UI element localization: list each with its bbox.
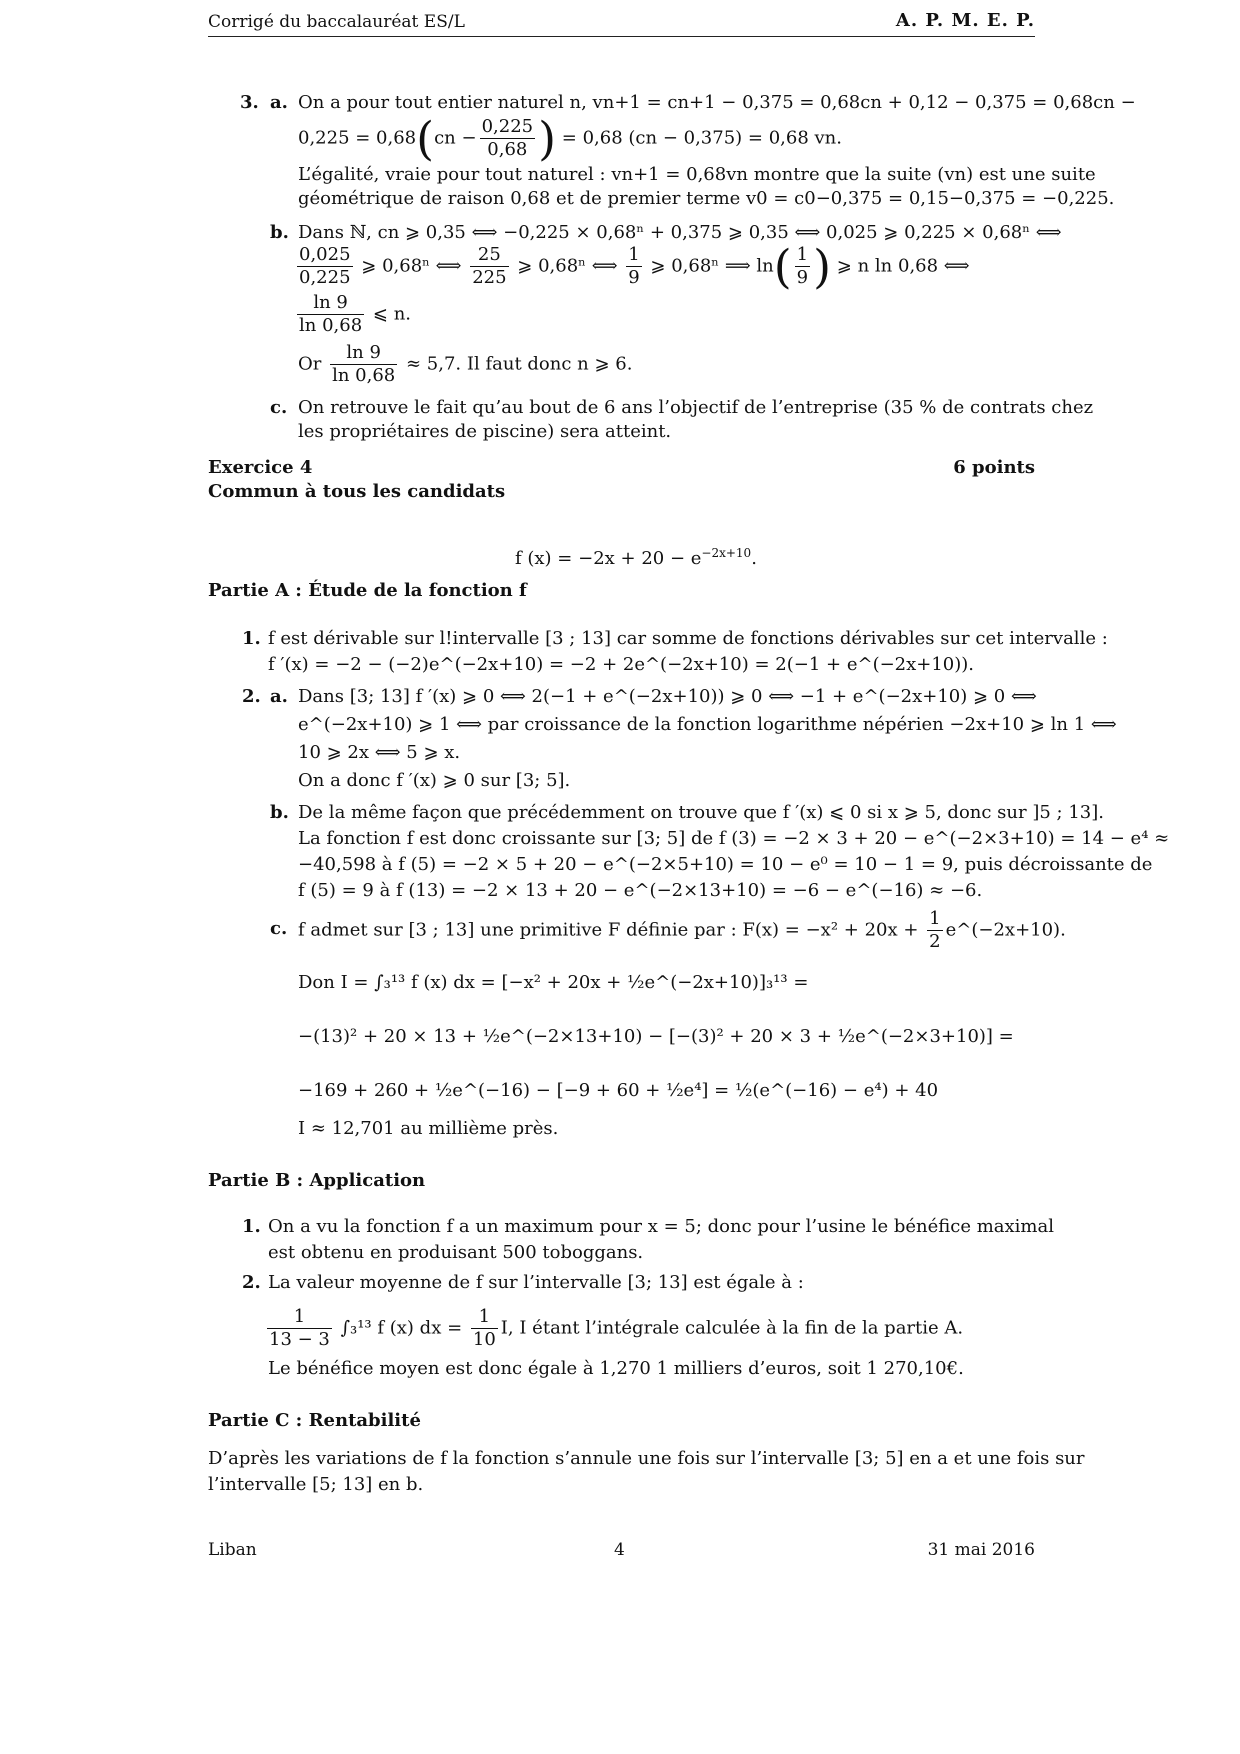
partA-2c-line1 [298,908,1066,953]
partB-2-line3: Le bénéfice moyen est donc égale à 1,270 1 milliers d’euros, soit 1 270,10€. [268,1358,964,1379]
partA-2c-line2: Don I = ∫₃¹³ f (x) dx = [−x² + 20x + ½e^(−2x+10)]₃¹³ = [298,972,809,993]
ex3-a-line2-end: = 0,68 (cn − 0,375) = 0,68 vn. [561,127,842,149]
partB-1-line2: est obtenu en produisant 500 toboggans. [268,1242,644,1263]
fraction-denominator: 0,68 [487,139,528,160]
fraction-numerator: 0,225 [481,116,534,137]
partA-2a-line2: e^(−2x+10) ⩾ 1 ⟺ par croissance de la fonction logarithme népérien −2x+10 ⩾ ln 1 ⟺ [298,714,1117,735]
ex3-a-line4: géométrique de raison 0,68 et de premier terme v0 = c0−0,375 = 0,15−0,375 = −0,225. [298,188,1115,209]
partA-2b-line4: f (5) = 9 à f (13) = −2 × 13 + 20 − e^(−2×13+10) = −6 − e^(−16) ≈ −6. [298,880,983,901]
fraction-numerator: ln 9 [330,342,397,365]
item-number-2: 2. [242,686,261,707]
sub-label-b: b. [270,802,289,823]
part-c-heading: Partie C : Rentabilité [208,1410,421,1431]
fraction-denominator: 10 [472,1329,496,1350]
partB-2-line2 [264,1306,963,1351]
exercise-points: 6 points [953,457,1035,478]
partA-2a-line4: On a donc f ′(x) ⩾ 0 sur [3; 5]. [298,770,571,791]
partA-2b-line3: −40,598 à f (5) = −2 × 5 + 20 − e^(−2×5+10) = 10 − e⁰ = 10 − 1 = 9, puis décroissante de [298,854,1153,875]
primitive-text: f admet sur [3 ; 13] une primitive F définie par : F(x) = −x² + 20x + [298,919,919,941]
partA-2a-line3: 10 ⩾ 2x ⟺ 5 ⩾ x. [298,742,461,763]
footer-page-number: 4 [614,1540,625,1560]
fraction-denominator: 9 [628,267,640,288]
footer-left: Liban [208,1540,257,1560]
partB-1-line1: On a vu la fonction f a un maximum pour x = 5; donc pour l’usine le bénéfice maximal [268,1216,1054,1237]
ex3-a-line3: L’égalité, vraie pour tout naturel : vn+1 = 0,68vn montre que la suite (vn) est une suite [298,164,1096,185]
partA-2c-line4: −169 + 260 + ½e^(−16) − [−9 + 60 + ½e⁴] = ½(e^(−16) − e⁴) + 40 [298,1080,939,1101]
header-right: A. P. M. E. P. [895,10,1035,31]
inequality-text: ⩾ 0,68ⁿ ⟺ [517,255,618,277]
sub-label-a: a. [270,92,288,113]
or-text: Or [298,353,322,375]
sub-label-c: c. [270,397,288,418]
partC-line1: D’après les variations de f la fonction s’annule une fois sur l’intervalle [3; 5] en a et une fois sur [208,1448,1085,1469]
item-number-3: 3. [240,92,259,113]
partC-line2: l’intervalle [5; 13] en b. [208,1474,424,1495]
fraction-denominator: 13 − 3 [269,1329,330,1350]
item-number-1: 1. [242,1216,261,1237]
formula-exponent: −2x+10 [701,546,752,560]
fraction-denominator: 225 [472,267,507,288]
fraction-denominator: ln 0,68 [299,315,363,336]
ex3-a-line2-start: 0,225 = 0,68 [298,127,417,149]
fraction-numerator: 1 [929,908,941,929]
primitive-exponent-text: e^(−2x+10). [945,919,1066,941]
fraction-numerator: 25 [470,244,508,267]
partA-2b-line1: De la même façon que précédemment on trouve que f ′(x) ⩽ 0 si x ⩾ 5, donc sur ]5 ; 13]. [298,802,1104,823]
partA-2a-line1: Dans [3; 13] f ′(x) ⩾ 0 ⟺ 2(−1 + e^(−2x+10)) ⩾ 0 ⟺ −1 + e^(−2x+10) ⩾ 0 ⟺ [298,686,1037,707]
function-definition [515,542,757,570]
fraction-numerator: ln 9 [297,292,364,315]
ex3-c-line1: On retrouve le fait qu’au bout de 6 ans l’objectif de l’entreprise (35 % de contrats chez [298,397,1094,418]
fraction-numerator: 0,025 [299,244,351,265]
fraction-denominator: 2 [929,931,941,952]
header-left: Corrigé du baccalauréat ES/L [208,12,465,32]
formula-end: . [751,548,757,569]
ex3-b-line4 [298,342,632,387]
item-number-2: 2. [242,1272,261,1293]
partA-2b-line2: La fonction f est donc croissante sur [3; 5] de f (3) = −2 × 3 + 20 − e^(−2×3+10) = 14 − e⁴ ≈ [298,828,1170,849]
fraction-numerator: 1 [267,1306,332,1329]
conclusion-text: ≈ 5,7. Il faut donc n ⩾ 6. [406,353,633,375]
ex3-b-line2: $\frac{0,025}{0,225}$ ⩾ 0,68ⁿ ⟺ $\frac{25}{225}$ ⩾ 0,68ⁿ ⟺ $\frac{1}{9}$ ⩾ 0,68ⁿ ⟹ ln( $\frac{1}{9}$ ) ⩾ n ln 0,68 ⟺ [299,239,970,294]
header-rule [208,36,1035,37]
partB-2-line1: La valeur moyenne de f sur l’intervalle [3; 13] est égale à : [268,1272,804,1293]
item-number-1: 1. [242,628,261,649]
fraction-denominator: 0,225 [299,267,351,288]
fraction-denominator: 9 [796,267,809,288]
ex3-a-line2: 0,225 = 0,68(cn − $\frac{0,225}{0,68}$ ) = 0,68 (cn − 0,375) = 0,68 vn. [298,111,842,166]
inequality-text: ⩾ 0,68ⁿ ⟹ ln [650,255,774,277]
inequality-text: ⩾ 0,68ⁿ ⟺ [361,255,462,277]
fraction-numerator: 1 [471,1306,498,1329]
ex3-c-line2: les propriétaires de piscine) sera atteint. [298,421,672,442]
partA-2c-line3: −(13)² + 20 × 13 + ½e^(−2×13+10) − [−(3)² + 20 × 3 + ½e^(−2×3+10)] = [298,1026,1014,1047]
integral-end-text: I, I étant l’intégrale calculée à la fin de la partie A. [500,1317,964,1339]
sub-label-b: b. [270,222,289,243]
ex3-a-line2-cn: cn − [434,127,477,149]
ex3-a-line1: On a pour tout entier naturel n, vn+1 = cn+1 − 0,375 = 0,68cn + 0,12 − 0,375 = 0,68cn − [298,92,1136,113]
partA-1-line1: f est dérivable sur l!intervalle [3 ; 13] car somme de fonctions dérivables sur cet intervalle : [268,628,1108,649]
footer-right: 31 mai 2016 [927,1540,1035,1560]
fraction-denominator: ln 0,68 [332,365,396,386]
inequality-text: ⩽ n. [372,303,412,325]
ex3-b-line1: Dans ℕ, cn ⩾ 0,35 ⟺ −0,225 × 0,68ⁿ + 0,375 ⩾ 0,35 ⟺ 0,025 ⩾ 0,225 × 0,68ⁿ ⟺ [298,222,1062,243]
sub-label-a: a. [270,686,288,707]
fraction-numerator: 1 [628,244,640,265]
exercise-subtitle: Commun à tous les candidats [208,481,506,502]
inequality-text: ⩾ n ln 0,68 ⟺ [836,255,970,277]
fraction-numerator: 1 [796,244,809,265]
part-a-heading: Partie A : Étude de la fonction f [208,580,527,601]
part-b-heading: Partie B : Application [208,1170,426,1191]
formula-text: f (x) = −2x + 20 − e [515,548,702,569]
partA-1-line2: f ′(x) = −2 − (−2)e^(−2x+10) = −2 + 2e^(−2x+10) = 2(−1 + e^(−2x+10)). [268,654,975,675]
partA-2c-line5: I ≈ 12,701 au millième près. [298,1118,559,1139]
integral-text: ∫₃¹³ f (x) dx = [340,1317,463,1339]
exercise-title: Exercice 4 [208,457,313,478]
sub-label-c: c. [270,918,288,939]
ex3-b-line3 [294,292,411,337]
